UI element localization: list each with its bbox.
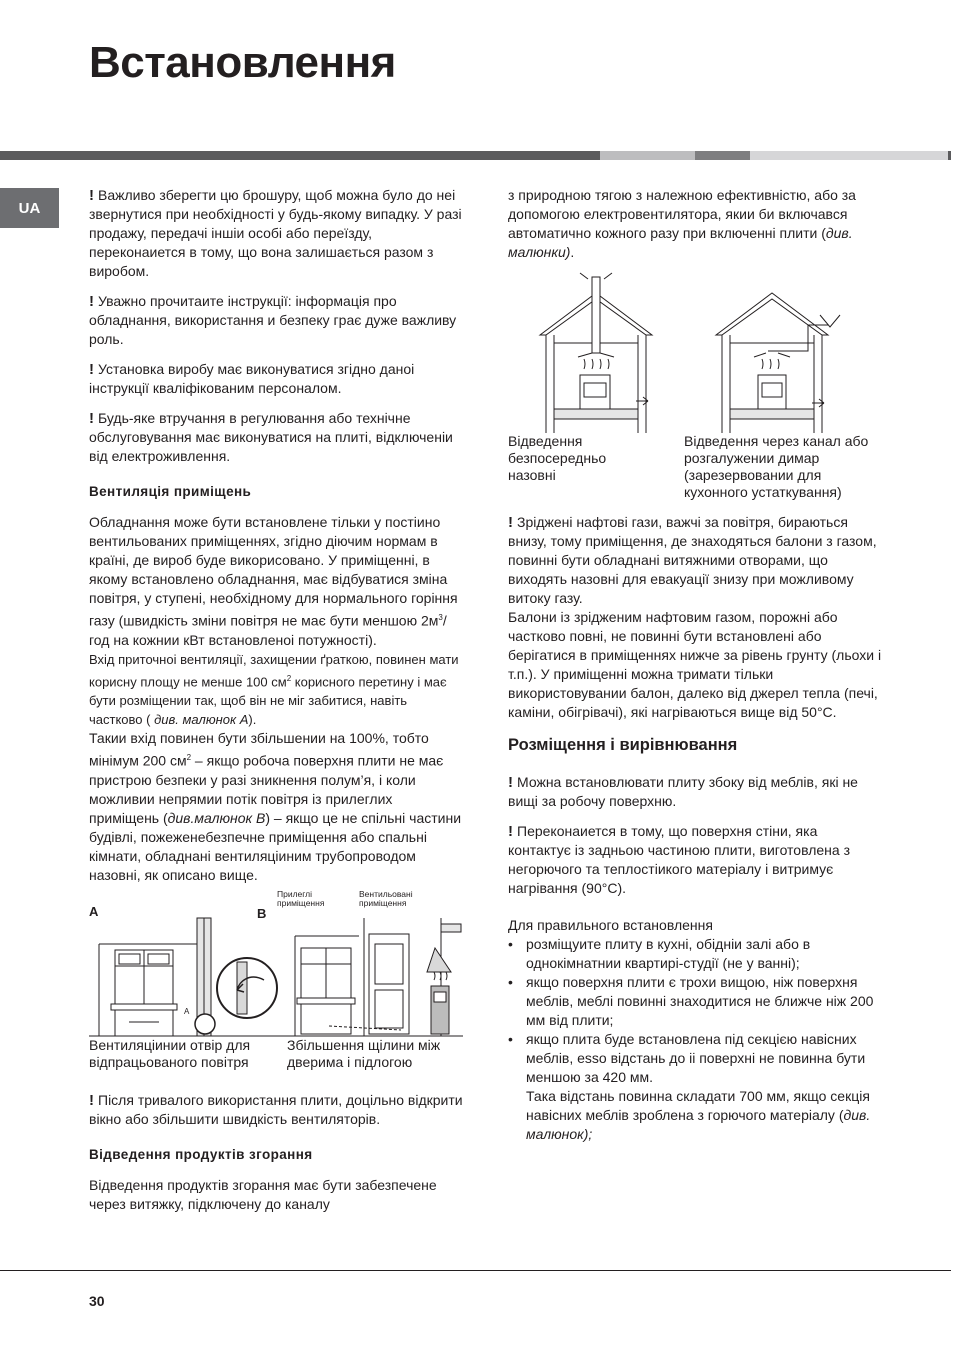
exhaust-diagram	[508, 265, 884, 435]
ventilation-paragraph: Обладнання може бути встановлене тільки у постіино вентильованих приміщеннях, згідно діючим нормам в країні, де вироб буде викорисовано. У приміщенні, в якому встановлено обладнання, має відбуватися зміна повітря, у ступені, необхідному для нормального горіння газу (швидкість зміни повітря не має бути меншою $2м^3$/год на кожнии кВт встановленоі потужності).	[89, 514, 458, 648]
placement-heading: Розміщення і вирівнювання	[508, 736, 738, 754]
warning-lpg: ! Зріджені нафтові гази, важчі за повітря, бираються внизу, тому приміщення, де знаходяться балони з газом, повинні бути обладнані витяжними отворами, що виходять назовні для евакуації знизу при можливому витоку газу.	[508, 514, 877, 606]
warning-icon: !	[508, 823, 513, 840]
combustion-continued: з природною тягою з належною ефективністю, або за допомогою електровентилятора, якии би включався автоматично кожного разу при включенні плити (див. малюнки).	[508, 187, 856, 260]
warning-disconnect-power: ! Будь-яке втручання в регулювання або технічне обслуговування має виконуватися на плиті, відключеніи від електроживлення.	[89, 410, 453, 464]
warning-icon: !	[508, 774, 513, 791]
lpg-storage-paragraph: Балони із зрідженим нафтовим газом, порожні або частково повні, не повинні бути встановлені або берігатися в приміщеннях нижче за рівень грунту (льохи і т.п.). У приміщенні можна тримати тільки використовувании балон, далеко від джерел тепла (печі, каміни, обігрівачі), які нагріваються вище від 50°C.	[508, 609, 882, 720]
ventilation-figure-captions	[89, 1037, 463, 1071]
header-band-light	[600, 151, 695, 160]
install-list-note: Така відстань повинна складати 700 мм, якщо секція навісних меблів зроблена з горючого матеріалу (див. малюнок);	[526, 1088, 871, 1142]
warning-qualified-installer: ! Установка виробу має виконуватися згідно даноі інструкції кваліфікованим персоналом.	[89, 361, 415, 396]
page-title: Встановлення	[89, 38, 396, 87]
combustion-paragraph: Відведення продуктів згорання має бути забезпечене через витяжку, підключену до каналу	[89, 1176, 437, 1212]
warning-icon: !	[89, 410, 94, 427]
warning-read-instructions: ! Уважно прочитаите інструкції: інформація про обладнання, використання и безпеку грає дуже важливу роль.	[89, 293, 457, 347]
house-chimney-exhaust	[716, 293, 840, 433]
exhaust-chimney-caption: Відведення через канал або розгалужении димар (зарезервовании для кухонного устаткування)	[684, 433, 869, 500]
list-item: • розміщуите плиту в кухні, обідніи залі або в однокімнатнии квартирі-студії (не у ванні);	[508, 936, 811, 971]
figure-b-caption: Збільшення щілини між дверима і підлогою	[287, 1036, 441, 1070]
figure-b-ventilated-label: Вентильовані приміщення	[359, 888, 413, 908]
list-item: • якщо плита буде встановлена під секцією навісних меблів, esso відстань до іі поверхні не повинна бути меншою за 420 мм.	[508, 1031, 866, 1085]
ventilation-increase-paragraph: Такии вхід повинен бути збільшении на 100%, тобто мінімум 200 $см^2$ – якщо робоча поверхня плити не має пристрою безпеки у разі зникнення полум’я, і коли можливии непрямии потік повітря із прилеглих приміщень (див.малюнок B) – якщо це не спільні частини будівлі, пожеженебезпечне приміщення або спальні кімнати, обладнані вентиляціиним трубопроводом назовні, як описано вище.	[89, 729, 462, 883]
figure-a-detail-label: A	[184, 1006, 190, 1016]
install-list	[508, 935, 884, 1087]
ventilation-diagram	[89, 888, 463, 1038]
warning-furniture-height: ! Можна встановлювати плиту збоку від меблів, які не вищі за робочу поверхню.	[508, 774, 858, 809]
header-band-mid	[695, 151, 750, 160]
warning-icon: !	[89, 293, 94, 310]
ventilation-heading: Вентиляція приміщень	[89, 484, 252, 499]
figure-b-adjacent-label: Прилеглі приміщення	[277, 888, 325, 908]
page-number: 30	[89, 1293, 105, 1309]
figure-a-wall-window	[99, 918, 211, 1036]
ventilation-inlet-paragraph: Вхід приточноі вентиляції, захищении ґраткою, повинен мати корисну площу не менше 100 $см^2$ корисного перетину і має бути розміщении так, щоб він не міг забитися, навіть частково ( див. малюнок А).	[89, 651, 459, 727]
warning-keep-manual: ! Важливо зберегти цю брошуру, щоб можна було до неі звернутися при необхідності у будь-якому випадку. У разі продажу, передачі іншіи особі або переїзду, переконаиется в тому, що вона залишається разом з виробом.	[89, 187, 462, 279]
header-band-pale	[750, 151, 948, 160]
ventilation-figures	[89, 888, 463, 1038]
warning-icon: !	[508, 514, 513, 531]
warning-wall-material: ! Переконаиется в тому, що поверхня стіни, яка контактує із задньою частиною плити, виготовлена з негорючого та теплостіикого матеріалу і витримує нагрівання (90°C).	[508, 823, 850, 896]
exhaust-figure-captions	[508, 433, 884, 501]
right-column	[508, 186, 884, 1144]
install-intro: Для правильного встановлення	[508, 917, 713, 933]
footer-divider	[0, 1270, 951, 1271]
figure-a-caption: Вентиляціинии отвір для відпрацьованого повітря	[89, 1036, 251, 1070]
list-item: • якщо поверхня плити є трохи вищою, ніж поверхня меблів, меблі повинні знаходитися не ближче ніж 200 мм від плити;	[508, 974, 874, 1028]
figure-a-label: A	[89, 903, 99, 919]
warning-open-window: ! Після тривалого використання плити, доцільно відкрити вікно або збільшити швидкість вентиляторів.	[89, 1091, 463, 1127]
combustion-heading: Відведення продуктів згорання	[89, 1146, 313, 1162]
header-band-dark	[0, 151, 600, 160]
left-column	[89, 186, 463, 1225]
exhaust-direct-caption: Відведення безпосередньо назовні	[508, 433, 607, 483]
warning-icon: !	[89, 1091, 94, 1109]
exhaust-figures	[508, 265, 884, 435]
warning-icon: !	[89, 361, 94, 378]
header-band-end	[948, 151, 951, 160]
warning-icon: !	[89, 187, 94, 204]
language-tab: UA	[0, 188, 59, 228]
figure-b-label: B	[257, 905, 267, 921]
figure-b-rooms	[295, 918, 461, 1036]
house-direct-exhaust	[540, 273, 652, 433]
